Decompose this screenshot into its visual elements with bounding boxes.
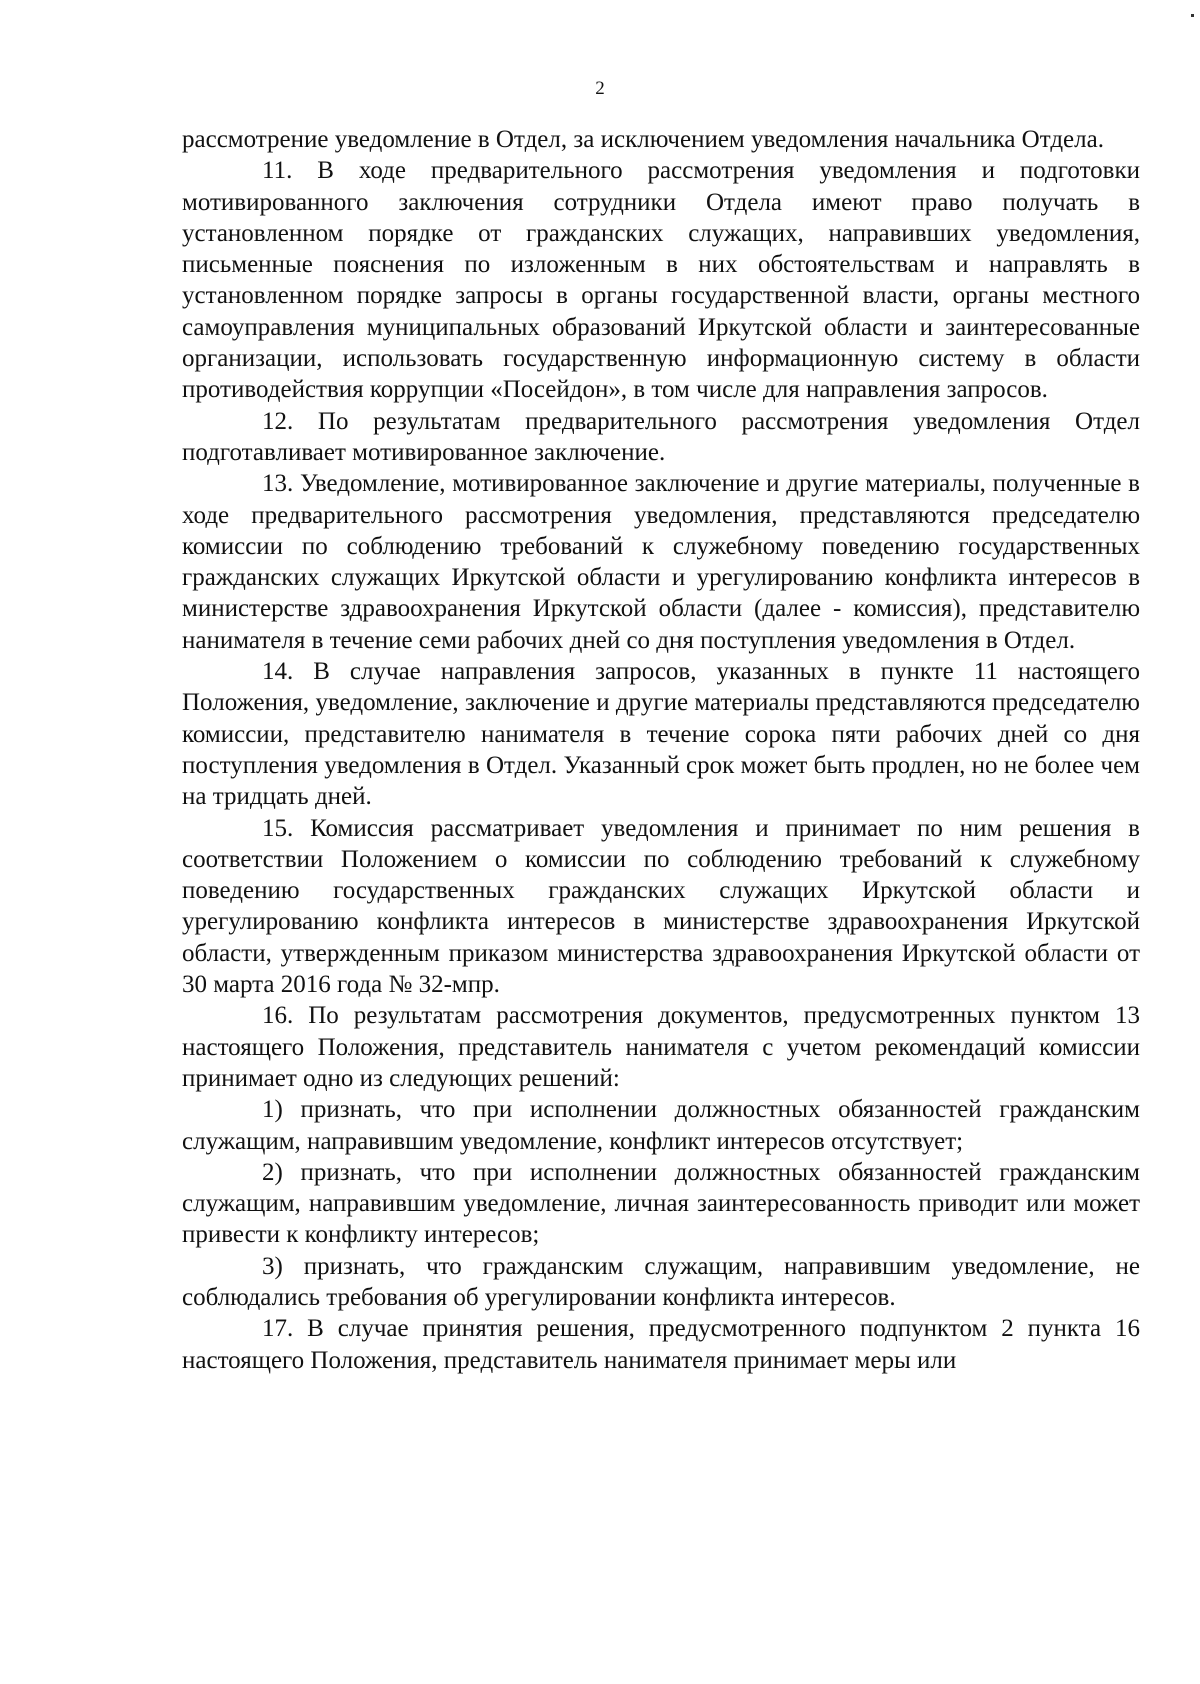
list-item-16-1: 1) признать, что при исполнении должностных обязанностей гражданским служащим, направившим уведомление, конфликт интересов отсутствует;: [182, 1096, 1140, 1155]
document-body: [182, 124, 1140, 1376]
paragraph-13: 13. Уведомление, мотивированное заключение и другие материалы, полученные в ходе предварительного рассмотрения уведомления, представляются председателю комиссии по соблюдению требований к служебному поведению государственных гражданских служащих Иркутской области и урегулированию конфликта интересов в министерстве здравоохранения Иркутской области (далее - комиссия), представителю нанимателя в течение семи рабочих дней со дня поступления уведомления в Отдел.: [182, 470, 1140, 654]
paragraph-15: 15. Комиссия рассматривает уведомления и принимает по ним решения в соответствии Положением о комиссии по соблюдению требований к служебному поведению государственных гражданских служащих Иркутской области и урегулированию конфликта интересов в министерстве здравоохранения Иркутской области, утвержденным приказом министерства здравоохранения Иркутской области от 30 марта 2016 года № 32-мпр.: [182, 814, 1140, 999]
page-number: 2: [595, 78, 605, 99]
list-item-16-2: 2) признать, что при исполнении должностных обязанностей гражданским служащим, направившим уведомление, личная заинтересованность приводит или может привести к конфликту интересов;: [182, 1158, 1140, 1249]
paragraph-16: 16. По результатам рассмотрения документов, предусмотренных пунктом 13 настоящего Положения, представитель нанимателя с учетом рекомендаций комиссии принимает одно из следующих решений:: [182, 1002, 1140, 1092]
scan-mark: [1191, 14, 1194, 17]
list-item-16-3: 3) признать, что гражданским служащим, направившим уведомление, не соблюдались требования об урегулировании конфликта интересов.: [182, 1252, 1140, 1311]
paragraph-12: 12. По результатам предварительного рассмотрения уведомления Отдел подготавливает мотивированное заключение.: [182, 407, 1140, 466]
paragraph-continuation: рассмотрение уведомление в Отдел, за исключением уведомления начальника Отдела.: [182, 126, 1104, 153]
paragraph-14: 14. В случае направления запросов, указанных в пункте 11 настоящего Положения, уведомление, заключение и другие материалы представляются председателю комиссии, представителю нанимателя в течение сорока пяти рабочих дней со дня поступления уведомления в Отдел. Указанный срок может быть продлен, но не более чем на тридцать дней.: [182, 658, 1140, 811]
paragraph-17: 17. В случае принятия решения, предусмотренного подпунктом 2 пункта 16 настоящего Положения, представитель нанимателя принимает меры или: [182, 1315, 1140, 1374]
paragraph-11: 11. В ходе предварительного рассмотрения уведомления и подготовки мотивированного заключения сотрудники Отдела имеют право получать в установленном порядке от гражданских служащих, направивших уведомления, письменные пояснения по изложенным в них обстоятельствам и направлять в установленном порядке запросы в органы государственной власти, органы местного самоуправления муниципальных образований Иркутской области и заинтересованные организации, использовать государственную информационную систему в области противодействия коррупции «Посейдон», в том числе для направления запросов.: [182, 157, 1140, 404]
